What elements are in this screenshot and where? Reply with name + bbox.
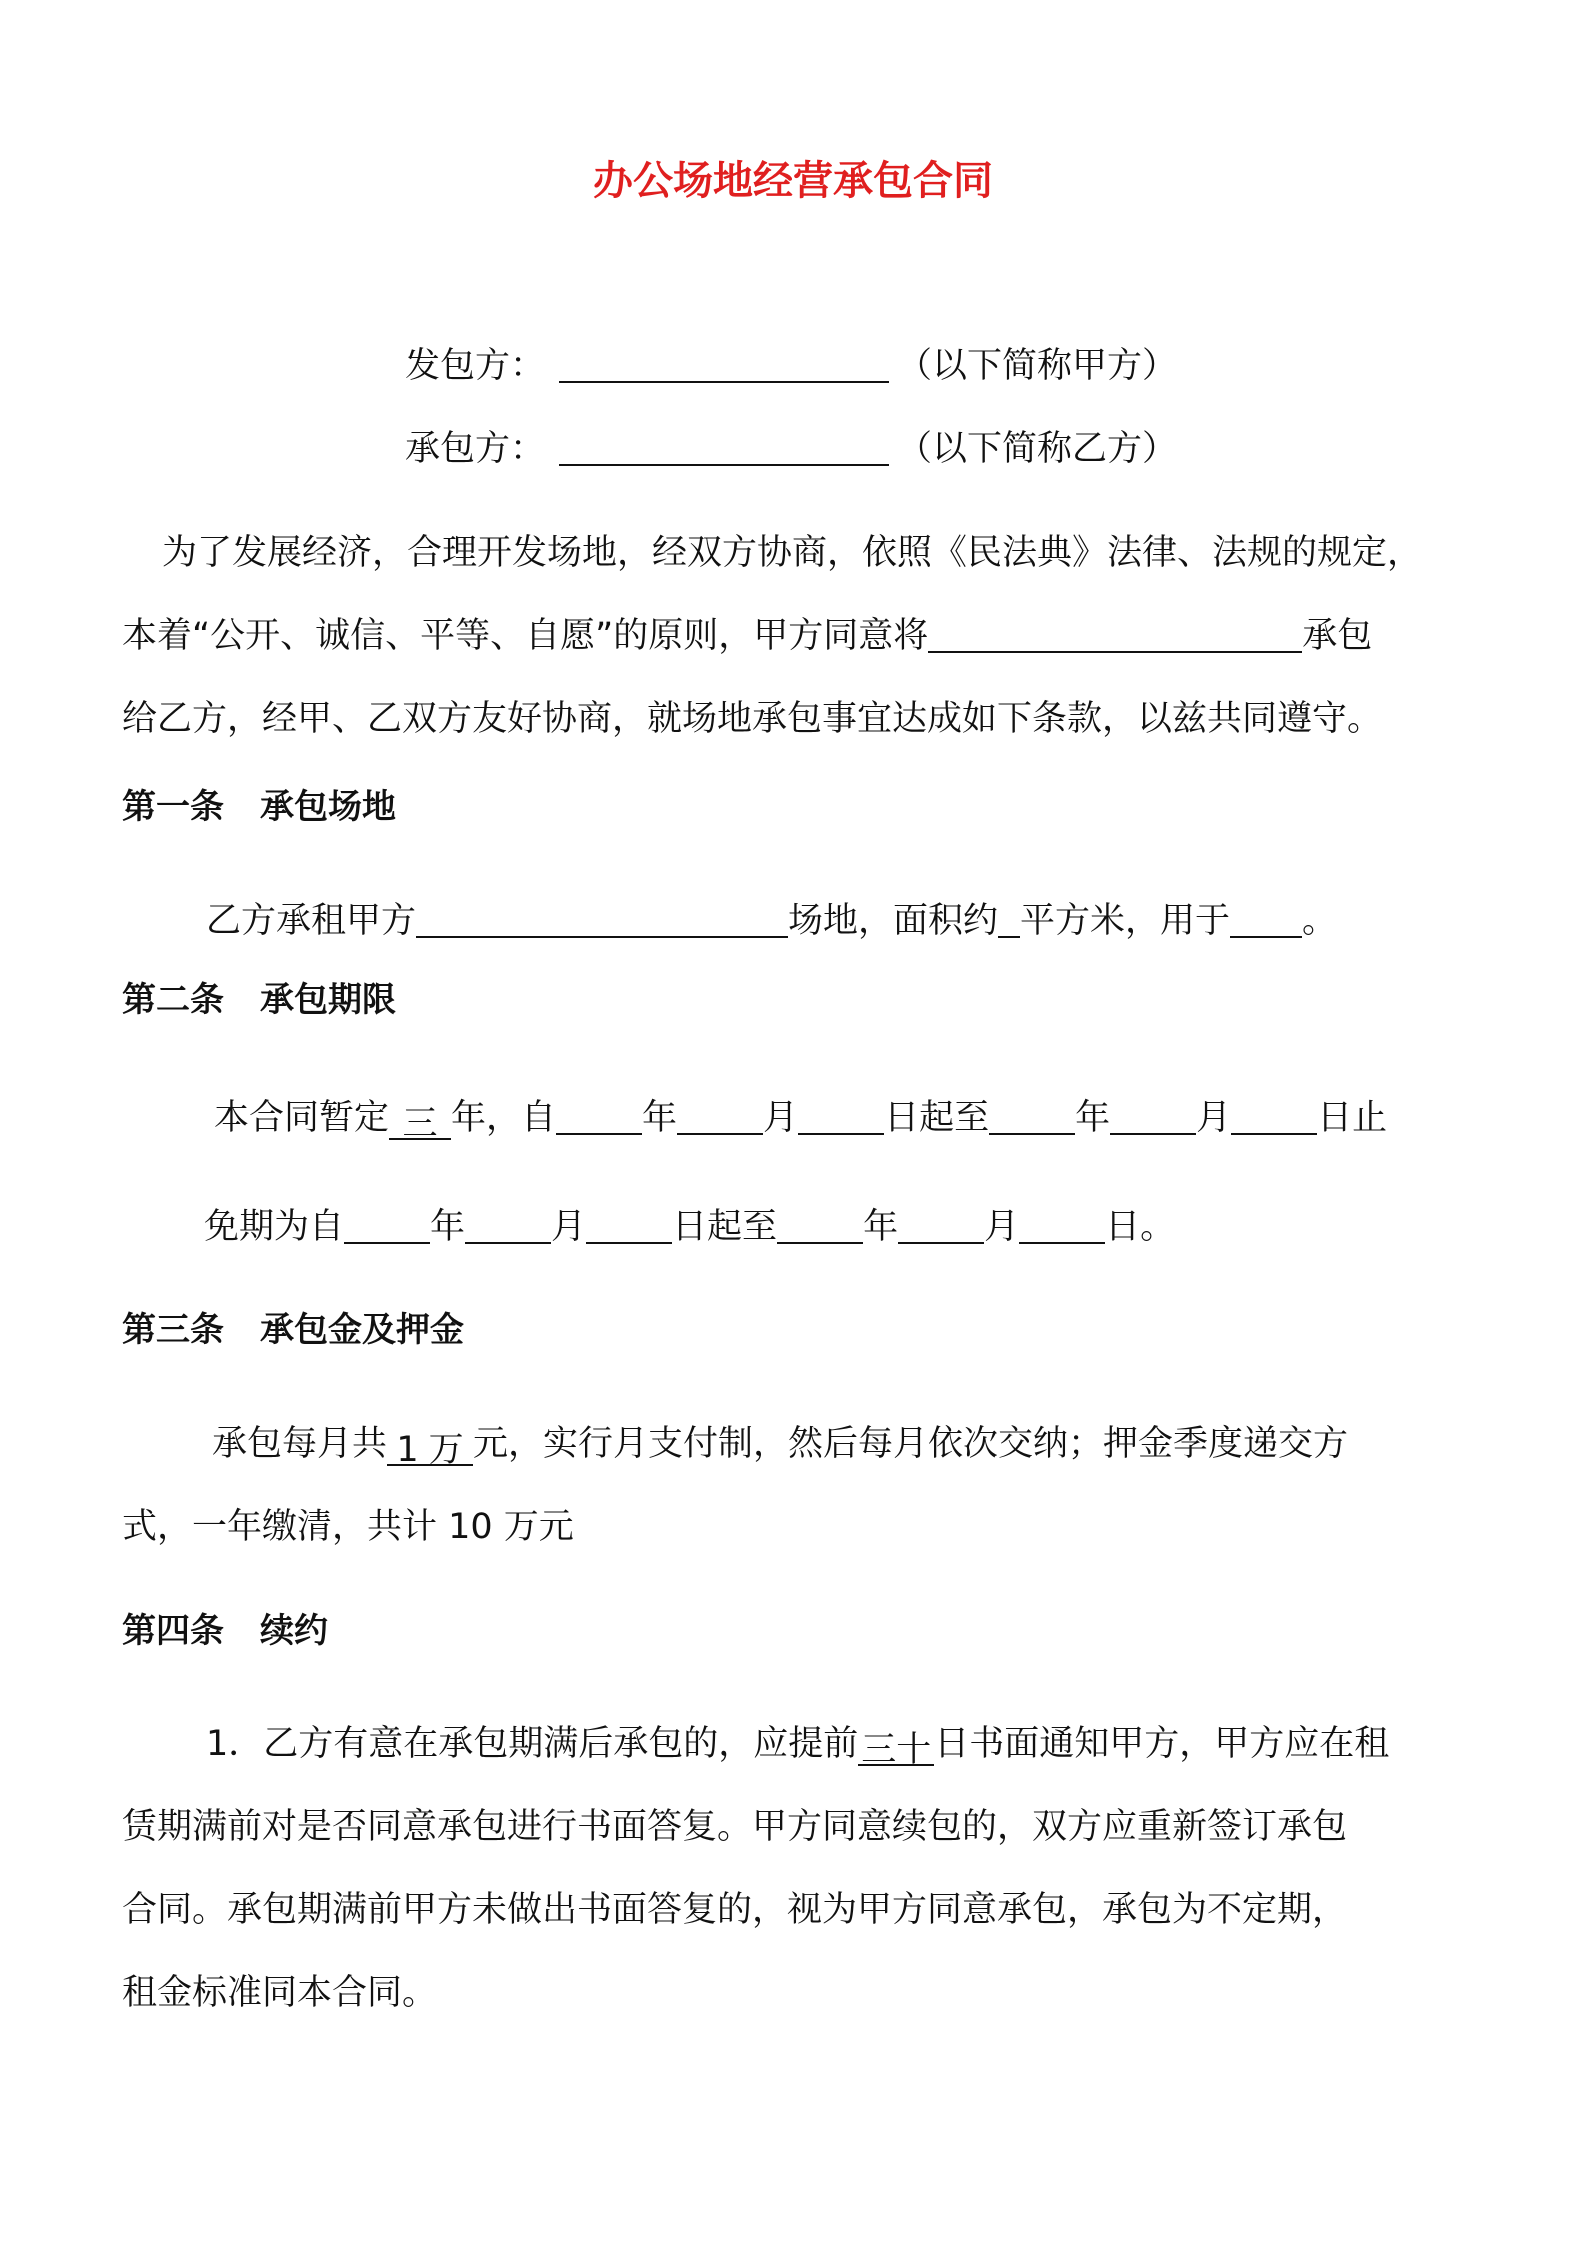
preamble-line-1: 为了发展经济，合理开发场地，经双方协商，依照《民法典》法律、法规的规定， [162, 533, 1423, 573]
article-4-text-2: 日书面通知甲方，甲方应在租 [934, 1724, 1390, 1764]
start-day-text: 日起至 [884, 1098, 990, 1138]
free-end-day-blank[interactable] [1019, 1204, 1105, 1244]
preamble-line-3: 给乙方，经甲、乙双方友好协商，就场地承包事宜达成如下条款，以兹共同遵守。 [122, 699, 1383, 739]
article-4-line-2: 赁期满前对是否同意承包进行书面答复。甲方同意续包的，双方应重新签订承包 [122, 1807, 1348, 1847]
area-blank[interactable] [998, 898, 1020, 938]
article-2-text-1: 本合同暂定 [214, 1098, 390, 1138]
party-b-label: 承包方： [405, 429, 546, 469]
month-text: 月 [1196, 1098, 1232, 1138]
party-b-blank[interactable] [559, 426, 889, 466]
end-year-blank[interactable] [989, 1095, 1075, 1135]
article-3-number: 第三条 [122, 1310, 224, 1350]
free-start-day-blank[interactable] [586, 1204, 672, 1244]
end-day-blank[interactable] [1231, 1095, 1317, 1135]
site-name-blank[interactable] [416, 898, 788, 938]
party-b-row [405, 425, 1177, 473]
article-1-title: 承包场地 [260, 787, 396, 827]
free-end-day-text: 日。 [1105, 1207, 1176, 1247]
article-3-line-2: 式，一年缴清，共计 10 万元 [122, 1507, 574, 1547]
article-2-heading [122, 976, 396, 1024]
month-text: 月 [984, 1207, 1020, 1247]
premises-blank[interactable] [928, 613, 1302, 653]
usage-blank[interactable] [1230, 898, 1302, 938]
notice-days[interactable]: 三十 [858, 1726, 934, 1766]
end-month-blank[interactable] [1110, 1095, 1196, 1135]
monthly-amount-blank[interactable] [387, 1426, 473, 1470]
preamble-line-2-end: 承包 [1302, 616, 1373, 656]
monthly-amount-unit: 万 [428, 1430, 464, 1470]
month-text: 月 [763, 1098, 799, 1138]
year-text: 年 [1075, 1098, 1111, 1138]
article-3-text-2: 元，实行月支付制，然后每月依次交纳；押金季度递交方 [473, 1424, 1349, 1464]
start-month-blank[interactable] [677, 1095, 763, 1135]
document-title: 办公场地经营承包合同 [593, 158, 993, 204]
year-text: 年 [642, 1098, 678, 1138]
month-text: 月 [551, 1207, 587, 1247]
article-1-number: 第一条 [122, 787, 224, 827]
article-4-heading [122, 1607, 328, 1655]
monthly-amount: 1 [396, 1430, 419, 1470]
preamble-line-2 [122, 612, 1372, 660]
article-3-text-1: 承包每月共 [212, 1424, 388, 1464]
article-2-row-2 [204, 1203, 1175, 1251]
article-1-body [206, 897, 1337, 945]
article-2-row-1 [214, 1094, 1387, 1142]
article-1-heading [122, 783, 396, 831]
party-a-note: （以下简称甲方） [897, 346, 1178, 386]
article-2-title: 承包期限 [260, 980, 396, 1020]
preamble-line-2-text: 本着“公开、诚信、平等、自愿”的原则，甲方同意将 [122, 616, 929, 656]
year-text: 年 [430, 1207, 466, 1247]
article-3-heading [122, 1306, 464, 1354]
article-3-line-1 [212, 1420, 1348, 1468]
free-start-year-blank[interactable] [344, 1204, 430, 1244]
start-day-text: 日起至 [672, 1207, 778, 1247]
party-b-note: （以下简称乙方） [897, 429, 1178, 469]
article-4-text-1: 1．乙方有意在承包期满后承包的，应提前 [206, 1724, 859, 1764]
article-2-text-3: 免期为自 [204, 1207, 345, 1247]
year-text: 年 [863, 1207, 899, 1247]
term-years[interactable]: 三 [389, 1100, 451, 1140]
article-1-text-3: 平方米，用于 [1020, 901, 1231, 941]
end-day-text: 日止 [1317, 1098, 1388, 1138]
party-a-row [405, 342, 1177, 390]
article-4-line-4: 租金标准同本合同。 [122, 1973, 438, 2013]
free-end-year-blank[interactable] [777, 1204, 863, 1244]
start-year-blank[interactable] [556, 1095, 642, 1135]
start-day-blank[interactable] [798, 1095, 884, 1135]
article-4-title: 续约 [260, 1611, 328, 1651]
free-start-month-blank[interactable] [465, 1204, 551, 1244]
party-a-label: 发包方： [405, 346, 546, 386]
article-4-number: 第四条 [122, 1611, 224, 1651]
article-1-text-4: 。 [1302, 901, 1338, 941]
article-1-text-1: 乙方承租甲方 [206, 901, 417, 941]
article-1-text-2: 场地，面积约 [788, 901, 999, 941]
free-end-month-blank[interactable] [898, 1204, 984, 1244]
party-a-blank[interactable] [559, 343, 889, 383]
article-3-title: 承包金及押金 [260, 1310, 464, 1350]
article-2-number: 第二条 [122, 980, 224, 1020]
article-4-line-3: 合同。承包期满前甲方未做出书面答复的，视为甲方同意承包，承包为不定期， [122, 1890, 1348, 1930]
article-4-line-1 [206, 1720, 1389, 1768]
article-2-text-2: 年，自 [451, 1098, 557, 1138]
